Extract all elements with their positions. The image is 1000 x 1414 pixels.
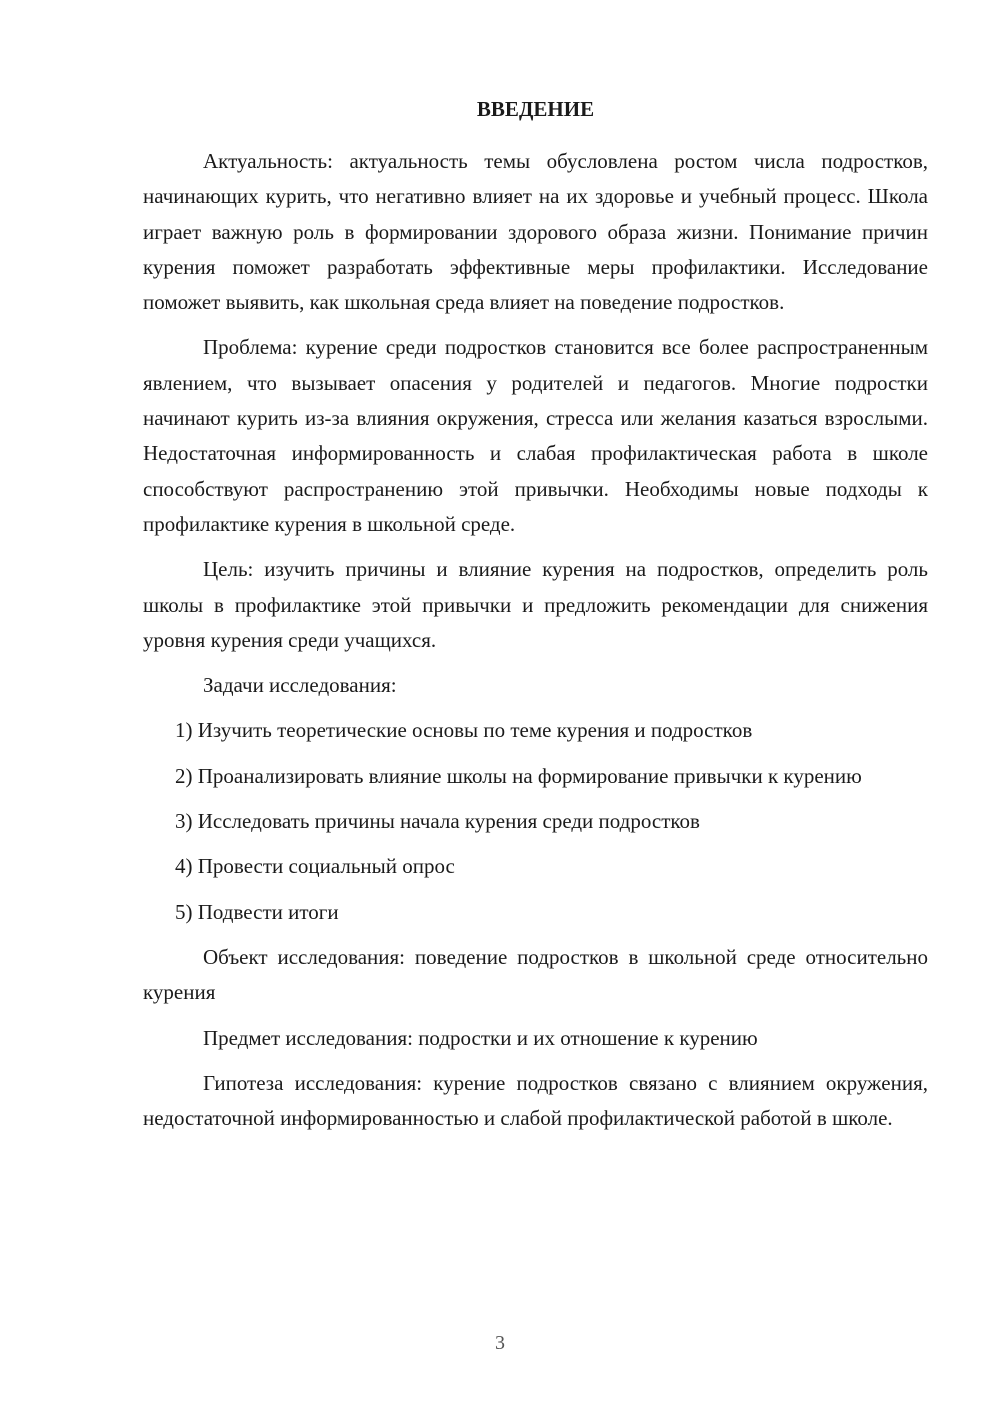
document-page [143, 92, 928, 1146]
task-item: 2) Проанализировать влияние школы на формирование привычки к курению [175, 763, 862, 788]
page-number: 3 [495, 1332, 505, 1354]
object-paragraph: Объект исследования: поведение подростков в школьной среде относительно курения [143, 944, 928, 1005]
section-heading: ВВЕДЕНИЕ [476, 97, 595, 121]
tasks-title: Задачи исследования: [203, 673, 397, 698]
task-item: 5) Подвести итоги [175, 899, 339, 924]
task-item: 4) Провести социальный опрос [175, 854, 455, 879]
goal-paragraph: Цель: изучить причины и влияние курения на подростков, определить роль школы в профилактике этой привычки и предложить рекомендации для снижения уровня курения среди учащихся. [143, 557, 928, 652]
task-item: 3) Исследовать причины начала курения среди подростков [175, 809, 700, 834]
hypothesis-paragraph: Гипотеза исследования: курение подростков связано с влиянием окружения, недостаточной информированностью и слабой профилактической работой в школе. [143, 1070, 928, 1131]
subject-paragraph: Предмет исследования: подростки и их отношение к курению [203, 1025, 758, 1050]
task-item: 1) Изучить теоретические основы по теме курения и подростков [175, 718, 753, 743]
relevance-paragraph: Актуальность: актуальность темы обусловлена ростом числа подростков, начинающих курить, что негативно влияет на их здоровье и учебный процесс. Школа играет важную роль в формировании здорового образа жизни. Понимание причин курения поможет разработать эффективные меры профилактики. Исследование поможет выявить, как школьная среда влияет на поведение подростков. [143, 149, 928, 315]
problem-paragraph: Проблема: курение среди подростков становится все более распространенным явлением, что вызывает опасения у родителей и педагогов. Многие подростки начинают курить из-за влияния окружения, стресса или желания казаться взрослыми. Недостаточная информированность и слабая профилактическая работа в школе способствуют распространению этой привычки. Необходимы новые подходы к профилактике курения в школьной среде. [143, 335, 928, 536]
